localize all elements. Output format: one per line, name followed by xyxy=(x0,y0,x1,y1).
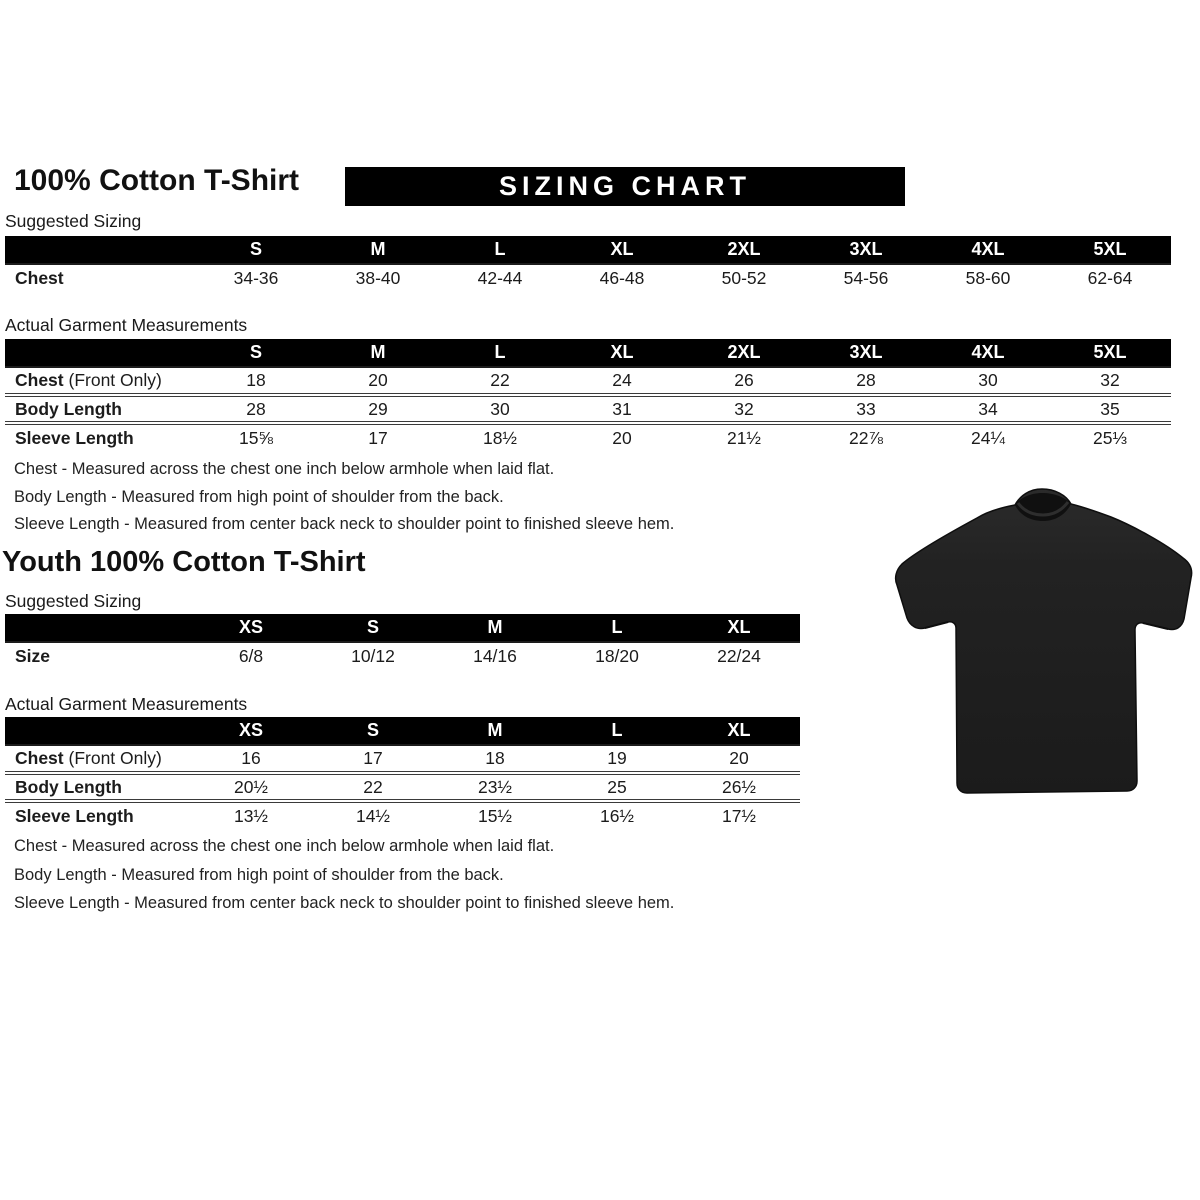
measurement-cell: 24¼ xyxy=(970,427,1006,448)
measurement-cell: 33 xyxy=(856,398,876,419)
measurement-cell: 20 xyxy=(368,370,388,390)
measurement-cell: 22/24 xyxy=(717,646,761,666)
size-column-header: S xyxy=(312,717,434,745)
measurement-cell: 26 xyxy=(734,370,754,390)
note-sleeve-length: Sleeve Length - Measured from center back neck to shoulder point to finished sleeve hem. xyxy=(14,515,675,533)
size-column-header: S xyxy=(312,614,434,642)
adult-actual-measurements-label: Actual Garment Measurements xyxy=(5,315,248,335)
measurement-cell: 15⅝ xyxy=(238,427,274,448)
measurement-cell: 25⅓ xyxy=(1092,427,1128,448)
measurement-cell: 31 xyxy=(612,398,632,419)
measurement-cell: 14½ xyxy=(355,805,391,826)
measurement-cell: 28 xyxy=(856,370,876,390)
measurement-cell: 58-60 xyxy=(965,268,1011,288)
table-row xyxy=(5,801,800,829)
size-column-header: L xyxy=(556,717,678,745)
youth-page-title: Youth 100% Cotton T-Shirt xyxy=(2,546,366,578)
size-column-header: XL xyxy=(561,236,683,264)
row-label: Chest (Front Only) xyxy=(15,748,162,768)
note-body-length: Body Length - Measured from high point of shoulder from the back. xyxy=(14,487,504,506)
measurement-cell: 34 xyxy=(978,398,998,419)
size-header-row xyxy=(5,614,800,642)
measurement-cell: 20 xyxy=(729,748,749,768)
size-column-header: M xyxy=(317,339,439,367)
adult-measurement-notes xyxy=(14,456,674,539)
table-row xyxy=(5,773,800,801)
size-column-header: S xyxy=(195,339,317,367)
measurement-cell: 13½ xyxy=(233,805,269,826)
row-label: Size xyxy=(15,646,51,666)
size-column-header: XS xyxy=(190,614,312,642)
table-row xyxy=(5,264,1171,292)
size-column-header: 2XL xyxy=(683,339,805,367)
size-column-header: 5XL xyxy=(1049,236,1171,264)
measurement-cell: 28 xyxy=(246,398,266,419)
measurement-cell: 6/8 xyxy=(238,646,264,666)
measurement-cell: 42-44 xyxy=(477,268,523,288)
adult-suggested-sizing-table xyxy=(5,236,1171,292)
measurement-cell: 18/20 xyxy=(595,646,639,666)
size-column-header: XS xyxy=(190,717,312,745)
measurement-cell: 24 xyxy=(612,370,632,390)
size-column-header: 2XL xyxy=(683,236,805,264)
row-label: Body Length xyxy=(15,776,122,797)
measurement-cell: 46-48 xyxy=(599,268,645,288)
youth-actual-measurements-table xyxy=(5,717,800,829)
table-row xyxy=(5,395,1171,423)
measurement-cell: 30 xyxy=(490,398,510,419)
measurement-cell: 62-64 xyxy=(1087,268,1133,288)
measurement-cell: 32 xyxy=(734,398,754,419)
size-column-header: L xyxy=(556,614,678,642)
adult-actual-measurements-table xyxy=(5,339,1171,451)
row-label: Chest xyxy=(15,268,64,288)
row-label: Body Length xyxy=(15,398,122,419)
youth-actual-measurements-label: Actual Garment Measurements xyxy=(5,694,248,714)
size-column-header: M xyxy=(434,614,556,642)
size-column-header: 5XL xyxy=(1049,339,1171,367)
size-column-header: XL xyxy=(678,717,800,745)
row-label: Sleeve Length xyxy=(15,805,134,826)
measurement-cell: 34-36 xyxy=(233,268,279,288)
page-title: 100% Cotton T-Shirt xyxy=(14,164,300,197)
measurement-cell: 10/12 xyxy=(351,646,395,666)
measurement-cell: 15½ xyxy=(477,805,513,826)
tshirt-product-image xyxy=(885,470,1195,820)
size-column-header: 4XL xyxy=(927,236,1049,264)
size-column-header: L xyxy=(439,236,561,264)
size-column-header: 4XL xyxy=(927,339,1049,367)
sizing-chart-banner-text: SIZING CHART xyxy=(499,171,751,201)
youth-suggested-sizing-table xyxy=(5,614,800,670)
note-body-length: Body Length - Measured from high point of shoulder from the back. xyxy=(14,865,504,884)
measurement-cell: 26½ xyxy=(721,776,757,797)
measurement-cell: 54-56 xyxy=(843,268,889,288)
row-label: Chest (Front Only) xyxy=(15,370,162,390)
measurement-cell: 20 xyxy=(612,427,632,448)
measurement-cell: 18 xyxy=(246,370,266,390)
measurement-cell: 18 xyxy=(485,748,505,768)
size-column-header: XL xyxy=(678,614,800,642)
size-column-header: 3XL xyxy=(805,339,927,367)
measurement-cell: 25 xyxy=(607,776,627,797)
measurement-cell: 35 xyxy=(1100,398,1120,419)
measurement-cell: 17½ xyxy=(721,805,757,826)
size-column-header: S xyxy=(195,236,317,264)
sizing-chart-banner xyxy=(345,167,905,206)
table-row xyxy=(5,642,800,670)
row-label: Sleeve Length xyxy=(15,427,134,448)
measurement-cell: 30 xyxy=(978,370,998,390)
size-header-row xyxy=(5,339,1171,367)
measurement-cell: 22 xyxy=(490,370,510,390)
note-sleeve-length: Sleeve Length - Measured from center back neck to shoulder point to finished sleeve hem. xyxy=(14,894,675,912)
measurement-cell: 17 xyxy=(363,748,383,768)
measurement-cell: 19 xyxy=(607,748,627,768)
row-label-header xyxy=(5,614,190,642)
row-label-header xyxy=(5,717,190,745)
youth-measurement-notes xyxy=(14,832,674,918)
table-row xyxy=(5,367,1171,395)
adult-suggested-sizing-label: Suggested Sizing xyxy=(5,211,142,231)
size-column-header: M xyxy=(434,717,556,745)
measurement-cell: 38-40 xyxy=(355,268,401,288)
black-tshirt-icon xyxy=(885,470,1195,820)
table-row xyxy=(5,423,1171,451)
measurement-cell: 29 xyxy=(368,398,388,419)
measurement-cell: 23½ xyxy=(477,776,513,797)
size-column-header: XL xyxy=(561,339,683,367)
measurement-cell: 20½ xyxy=(233,776,269,797)
note-chest: Chest - Measured across the chest one inch below armhole when laid flat. xyxy=(14,460,555,478)
size-column-header: M xyxy=(317,236,439,264)
measurement-cell: 21½ xyxy=(726,427,762,448)
size-header-row xyxy=(5,717,800,745)
measurement-cell: 14/16 xyxy=(473,646,517,666)
size-column-header: L xyxy=(439,339,561,367)
measurement-cell: 32 xyxy=(1100,370,1120,390)
row-label-header xyxy=(5,339,195,367)
size-column-header: 3XL xyxy=(805,236,927,264)
measurement-cell: 22 xyxy=(363,776,383,797)
note-chest: Chest - Measured across the chest one inch below armhole when laid flat. xyxy=(14,837,555,855)
size-header-row xyxy=(5,236,1171,264)
measurement-cell: 18½ xyxy=(482,427,518,448)
row-label-header xyxy=(5,236,195,264)
table-row xyxy=(5,745,800,773)
youth-suggested-sizing-label: Suggested Sizing xyxy=(5,591,142,611)
measurement-cell: 16 xyxy=(241,748,261,768)
measurement-cell: 50-52 xyxy=(721,268,767,288)
measurement-cell: 17 xyxy=(368,427,388,448)
measurement-cell: 16½ xyxy=(599,805,635,826)
measurement-cell: 22⅞ xyxy=(848,427,884,448)
